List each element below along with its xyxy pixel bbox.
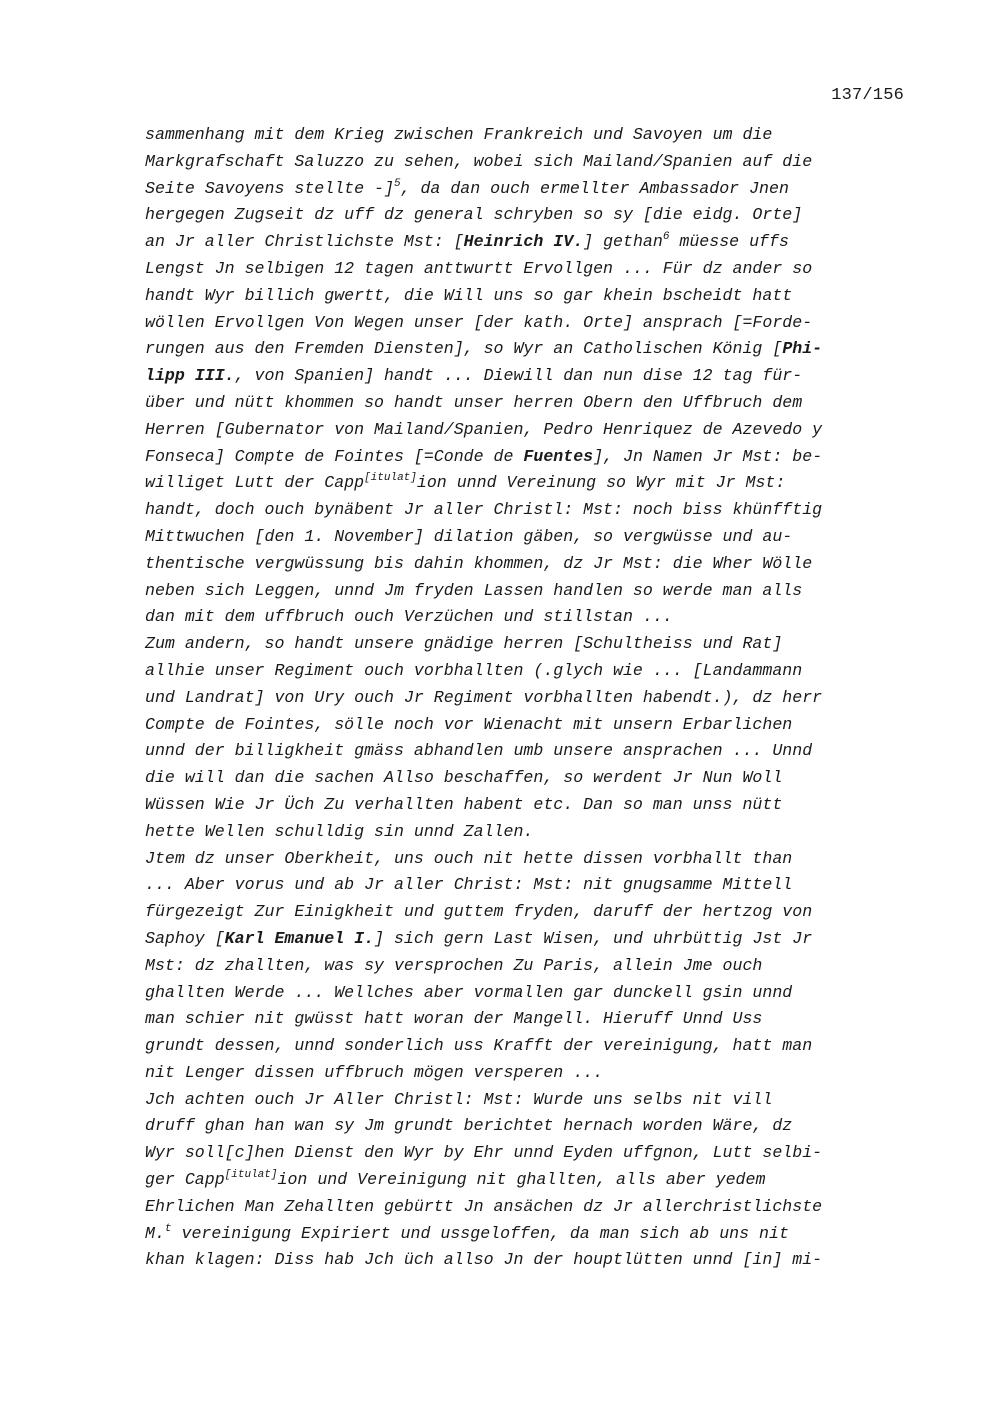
text-line (145, 899, 915, 926)
text-line (145, 792, 915, 819)
text-line (145, 283, 915, 310)
text-line (145, 1006, 915, 1033)
text-span: , von Spanien] handt ... Diewill dan nun dise 12 tag für- (234, 366, 803, 386)
text-span: ghallten Werde ... Wellches aber vormallen gar dunckell gsin unnd (145, 982, 793, 1002)
text-line (145, 497, 915, 524)
text-line (145, 524, 915, 551)
text-span: Wüssen Wie Jr Üch Zu verhallten habent etc. Dan so man unss nütt (145, 794, 783, 814)
superscript: 5 (393, 177, 401, 190)
text-line (145, 1113, 915, 1140)
bold-name: Karl Emanuel I. (224, 928, 375, 948)
text-span: rungen aus den Fremden Diensten], so Wyr an Catholischen König [ (145, 339, 783, 359)
text-line (145, 819, 915, 846)
text-span: ], Jn Namen Jr Mst: be- (593, 446, 823, 466)
document-body (145, 122, 915, 1274)
text-span: handt Wyr billich gwertt, die Will uns so gar khein bscheidt hatt (145, 285, 793, 305)
text-line (145, 1221, 915, 1248)
text-span: ion und Vereinigung nit ghallten, alls aber yedem (277, 1170, 766, 1190)
text-line (145, 551, 915, 578)
text-span: ion unnd Vereinung so Wyr mit Jr Mst: (416, 473, 786, 493)
text-line (145, 685, 915, 712)
text-span: dan mit dem uffbruch ouch Verzüchen und stillstan ... (145, 607, 673, 627)
text-line (145, 872, 915, 899)
text-span: Markgrafschaft Saluzzo zu sehen, wobei sich Mailand/Spanien auf die (145, 151, 813, 171)
text-span: Ehrlichen Man Zehallten gebürtt Jn ansächen dz Jr allerchristlichste (145, 1196, 823, 1216)
text-span: ] sich gern Last Wisen, und uhrbüttig Jst Jr (374, 928, 813, 948)
text-line (145, 122, 915, 149)
text-line (145, 631, 915, 658)
text-span: Compte de Fointes, sölle noch vor Wienacht mit unsern Erbarlichen (145, 714, 793, 734)
superscript: t (164, 1222, 172, 1235)
superscript: [itulat] (224, 1169, 278, 1182)
text-span: Lengst Jn selbigen 12 tagen anttwurtt Ervollgen ... Für dz ander so (145, 258, 813, 278)
text-line (145, 1060, 915, 1087)
text-span: und Landrat] von Ury ouch Jr Regiment vorbhallten habendt.), dz herr (145, 687, 823, 707)
text-span: die will dan die sachen Allso beschaffen, so werdent Jr Nun Woll (145, 768, 783, 788)
text-line (145, 176, 915, 203)
text-span: M. (145, 1223, 165, 1243)
text-span: allhie unser Regiment ouch vorbhallten (.glych wie ... [Landammann (145, 660, 803, 680)
text-line (145, 1247, 915, 1274)
text-line (145, 578, 915, 605)
text-span: unnd der billigkheit gmäss abhandlen umb unsere ansprachen ... Unnd (145, 741, 813, 761)
text-line (145, 712, 915, 739)
superscript: 6 (662, 231, 670, 244)
text-span: hette Wellen schulldig sin unnd Zallen. (145, 821, 534, 841)
text-span: Jch achten ouch Jr Aller Christl: Mst: Wurde uns selbs nit vill (145, 1089, 773, 1109)
text-span: Mittwuchen [den 1. November] dilation gäben, so vergwüsse und au- (145, 526, 793, 546)
bold-name: Phi- (782, 339, 823, 359)
text-span: Wyr soll[c]hen Dienst den Wyr by Ehr unnd Eyden uffgnon, Lutt selbi- (145, 1143, 823, 1163)
text-span: ] gethan (583, 232, 663, 252)
text-line (145, 1194, 915, 1221)
text-span: an Jr aller Christlichste Mst: [ (145, 232, 464, 252)
text-line (145, 926, 915, 953)
text-span: khan klagen: Diss hab Jch üch allso Jn der houptlütten unnd [in] mi- (145, 1250, 823, 1270)
text-line (145, 390, 915, 417)
text-line (145, 149, 915, 176)
text-span: neben sich Leggen, unnd Jm fryden Lassen handlen so werde man alls (145, 580, 803, 600)
text-line (145, 229, 915, 256)
text-span: , da dan ouch ermellter Ambassador Jnen (400, 178, 789, 198)
text-line (145, 417, 915, 444)
text-span: ... Aber vorus und ab Jr aller Christ: Mst: nit gnugsamme Mittell (145, 875, 793, 895)
text-span: williget Lutt der Capp (145, 473, 365, 493)
text-span: Mst: dz zhallten, was sy versprochen Zu Paris, allein Jme ouch (145, 955, 763, 975)
text-line (145, 1167, 915, 1194)
text-span: Fonseca] Compte de Fointes [=Conde de (145, 446, 524, 466)
text-line (145, 1033, 915, 1060)
text-span: handt, doch ouch bynäbent Jr aller Christl: Mst: noch biss khünfftig (145, 500, 823, 520)
text-line (145, 953, 915, 980)
text-line (145, 658, 915, 685)
text-line (145, 980, 915, 1007)
text-line (145, 444, 915, 471)
text-span: fürgezeigt Zur Einigkheit und guttem fryden, daruff der hertzog von (145, 902, 813, 922)
bold-name: Heinrich IV. (463, 232, 584, 252)
text-line (145, 310, 915, 337)
text-span: ger Capp (145, 1170, 225, 1190)
text-span: thentische vergwüssung bis dahin khommen, dz Jr Mst: die Wher Wölle (145, 553, 813, 573)
text-line (145, 363, 915, 390)
text-span: druff ghan han wan sy Jm grundt berichtet hernach worden Wäre, dz (145, 1116, 793, 1136)
text-span: sammenhang mit dem Krieg zwischen Frankreich und Savoyen um die (145, 125, 773, 144)
page-number: 137/156 (831, 86, 904, 105)
text-line (145, 1140, 915, 1167)
text-span: man schier nit gwüsst hatt woran der Mangell. Hieruff Unnd Uss (145, 1009, 763, 1029)
text-line (145, 1087, 915, 1114)
text-span: Jtem dz unser Oberkheit, uns ouch nit hette dissen vorbhallt than (145, 848, 793, 868)
text-span: wöllen Ervollgen Von Wegen unser [der kath. Orte] ansprach [=Forde- (145, 312, 813, 332)
text-span: Saphoy [ (145, 928, 225, 948)
text-line (145, 846, 915, 873)
text-line (145, 336, 915, 363)
text-span: vereinigung Expiriert und ussgeloffen, da man sich ab uns nit (171, 1223, 789, 1243)
text-span: hergegen Zugseit dz uff dz general schryben so sy [die eidg. Orte] (145, 205, 803, 225)
text-span: Zum andern, so handt unsere gnädige herren [Schultheiss und Rat] (145, 634, 783, 654)
text-line (145, 738, 915, 765)
text-line (145, 604, 915, 631)
superscript: [itulat] (364, 472, 417, 485)
text-line (145, 765, 915, 792)
text-span: grundt dessen, unnd sonderlich uss Krafft der vereinigung, hatt man (145, 1036, 813, 1056)
text-span: Seite Savoyens stellte -] (145, 178, 394, 198)
text-span: Herren [Gubernator von Mailand/Spanien, Pedro Henriquez de Azevedo y (145, 419, 823, 439)
text-line (145, 256, 915, 283)
text-line (145, 202, 915, 229)
text-span: nit Lenger dissen uffbruch mögen versperen ... (145, 1062, 604, 1082)
text-span: über und nütt khommen so handt unser herren Obern den Uffbruch dem (145, 392, 803, 412)
bold-name: Fuentes (523, 446, 594, 466)
text-line (145, 470, 915, 497)
text-span: müesse uffs (669, 232, 789, 252)
bold-name: lipp III. (145, 366, 235, 386)
